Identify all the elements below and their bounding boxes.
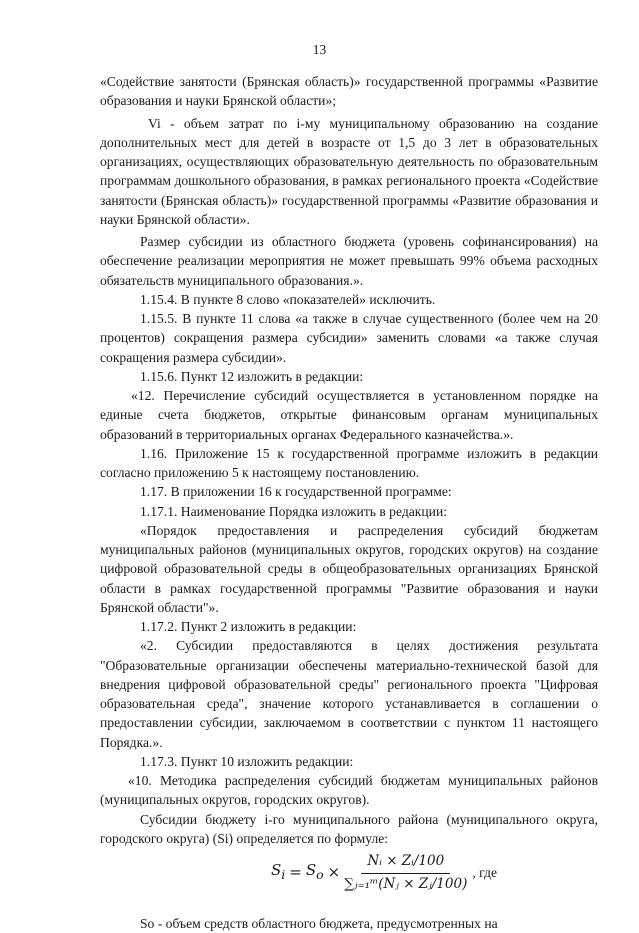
document-body (100, 72, 598, 933)
paragraph: Размер субсидии из областного бюджета (уровень софинансирования) на обеспечение реализации мероприятия не может превышать 99% объема расходных обязательств муниципального образования.». (100, 234, 598, 288)
paragraph: So - объем средств областного бюджета, предусмотренных на (140, 916, 498, 931)
paragraph: Субсидии бюджету i-го муниципального района (муниципального округа, городского округа) (Si) определяется по формуле: (100, 811, 598, 846)
formula-tail: , где (472, 865, 497, 881)
formula-denominator: ∑ⱼ₌₁ᵐ(Nⱼ × Zⱼ/100) (344, 875, 468, 892)
formula-lhs: $S_i$ (271, 861, 286, 883)
formula-fraction (344, 852, 467, 894)
paragraph: «12. Перечисление субсидий осуществляется в установленном порядке на единые счета бюджетов, открытые финансовым органам муниципальных образований в территориальных органах Федерального казначейства.». (100, 388, 598, 442)
formula-equals: = (289, 863, 302, 882)
formula-numerator: Nᵢ × Zᵢ/100 (361, 852, 450, 873)
page-number: 13 (312, 42, 327, 57)
paragraph: «Содействие занятости (Брянская область)» государственной программы «Развитие образования и науки Брянской области»; (100, 74, 598, 109)
paragraph: 1.16. Приложение 15 к государственной программе изложить в редакции согласно приложению 5 к настоящему постановлению. (100, 445, 598, 480)
paragraph: 1.17.3. Пункт 10 изложить редакции: (140, 753, 354, 769)
paragraph: 1.17.1. Наименование Порядка изложить в редакции: (140, 503, 447, 519)
paragraph: 1.17. В приложении 16 к государственной программе: (140, 484, 452, 500)
paragraph: 1.15.5. В пункте 11 слова «а также в случае существенного (более чем на 20 процентов) сокращения размера субсидии» заменить словами «а также случая сокращения размера субсидии». (100, 311, 598, 365)
paragraph: «10. Методика распределения субсидий бюджетам муниципальных районов (муниципальных округов, городских округов). (100, 773, 598, 808)
paragraph: «2. Субсидии предоставляются в целях достижения результата "Образовательные организации обеспечены материально-технической базой для внедрения цифровой образовательной среды" регионального проекта "Цифровая образовательная среда", значение которого устанавливается в соглашении о предоставлении субсидии, заключаемом в соответствии с пунктом 11 настоящего Порядка.». (100, 638, 598, 750)
formula-times: × (327, 863, 341, 882)
subsidy-formula (170, 850, 598, 896)
paragraph: «Порядок предоставления и распределения субсидий бюджетам муниципальных районов (муниципальных округов, городских округов) на создание цифровой образовательной среды в общеобразовательных организациях Брянской области в рамках государственной программы "Развитие образования и науки Брянской области"». (100, 522, 598, 615)
paragraph: 1.15.4. В пункте 8 слово «показателей» исключить. (140, 291, 436, 307)
paragraph: 1.15.6. Пункт 12 изложить в редакции: (140, 368, 364, 384)
paragraph: 1.17.2. Пункт 2 изложить в редакции: (140, 619, 357, 634)
formula-factor: $S_o$ (305, 861, 324, 883)
paragraph: Vi - объем затрат по i-му муниципальному образованию на создание дополнительных мест для детей в возрасте от 1,5 до 3 лет в образовательных организациях, осуществляющих образовательную деятельность по образовательным программам дошкольного образования, в рамках регионального проекта «Содействие занятости (Брянская область)» государственной программы «Развитие образования и науки Брянской области». (100, 115, 598, 227)
